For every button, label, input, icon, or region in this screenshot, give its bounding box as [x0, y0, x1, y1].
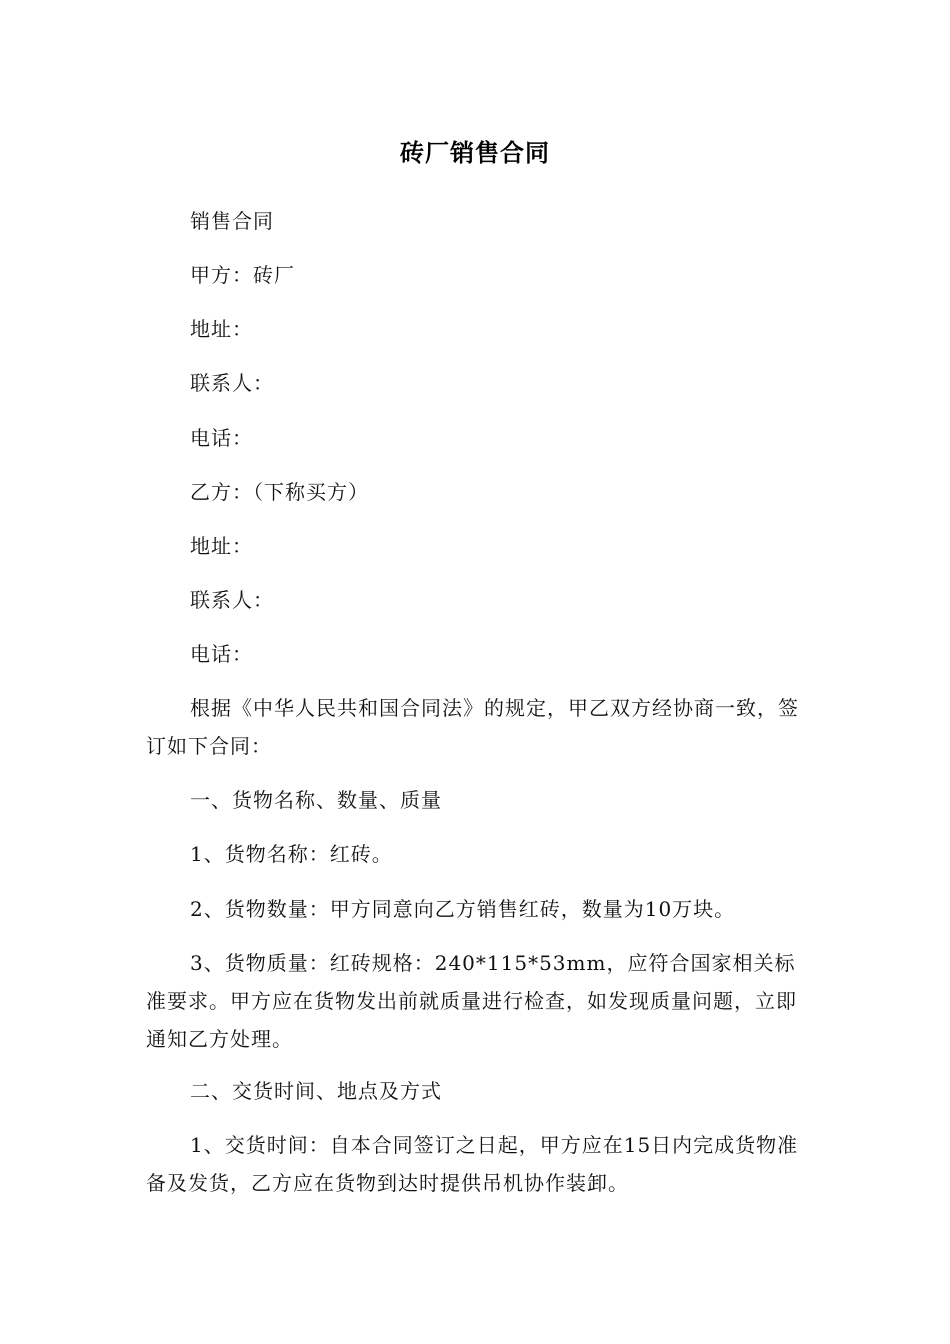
paragraph-contract-heading: 销售合同 [190, 209, 274, 233]
section-heading-goods: 一、货物名称、数量、质量 [190, 788, 442, 812]
paragraph-party-b-address: 地址： [190, 534, 253, 558]
paragraph-party-b-phone: 电话： [190, 642, 253, 666]
paragraph-party-b: 乙方：（下称买方） [190, 480, 369, 504]
paragraph-party-a: 甲方：砖厂 [190, 263, 295, 287]
paragraph-delivery-time: 1、交货时间：自本合同签订之日起，甲方应在15日内完成货物准备及发货，乙方应在货物到达时提供吊机协作装卸。 [146, 1133, 799, 1195]
paragraph-party-b-contact: 联系人： [190, 588, 274, 612]
paragraph-party-a-phone: 电话： [190, 426, 253, 450]
document-title: 砖厂销售合同 [400, 139, 550, 167]
paragraph-party-a-contact: 联系人： [190, 371, 274, 395]
paragraph-goods-quantity: 2、货物数量：甲方同意向乙方销售红砖，数量为10万块。 [190, 897, 736, 921]
paragraph-party-a-address: 地址： [190, 317, 253, 341]
section-heading-delivery: 二、交货时间、地点及方式 [190, 1079, 442, 1103]
paragraph-goods-name: 1、货物名称：红砖。 [190, 842, 393, 866]
paragraph-legal-basis: 根据《中华人民共和国合同法》的规定，甲乙双方经协商一致，签订如下合同： [146, 696, 799, 758]
paragraph-goods-quality: 3、货物质量：红砖规格：240*115*53mm，应符合国家相关标准要求。甲方应在货物发出前就质量进行检查，如发现质量问题，立即通知乙方处理。 [146, 951, 797, 1051]
